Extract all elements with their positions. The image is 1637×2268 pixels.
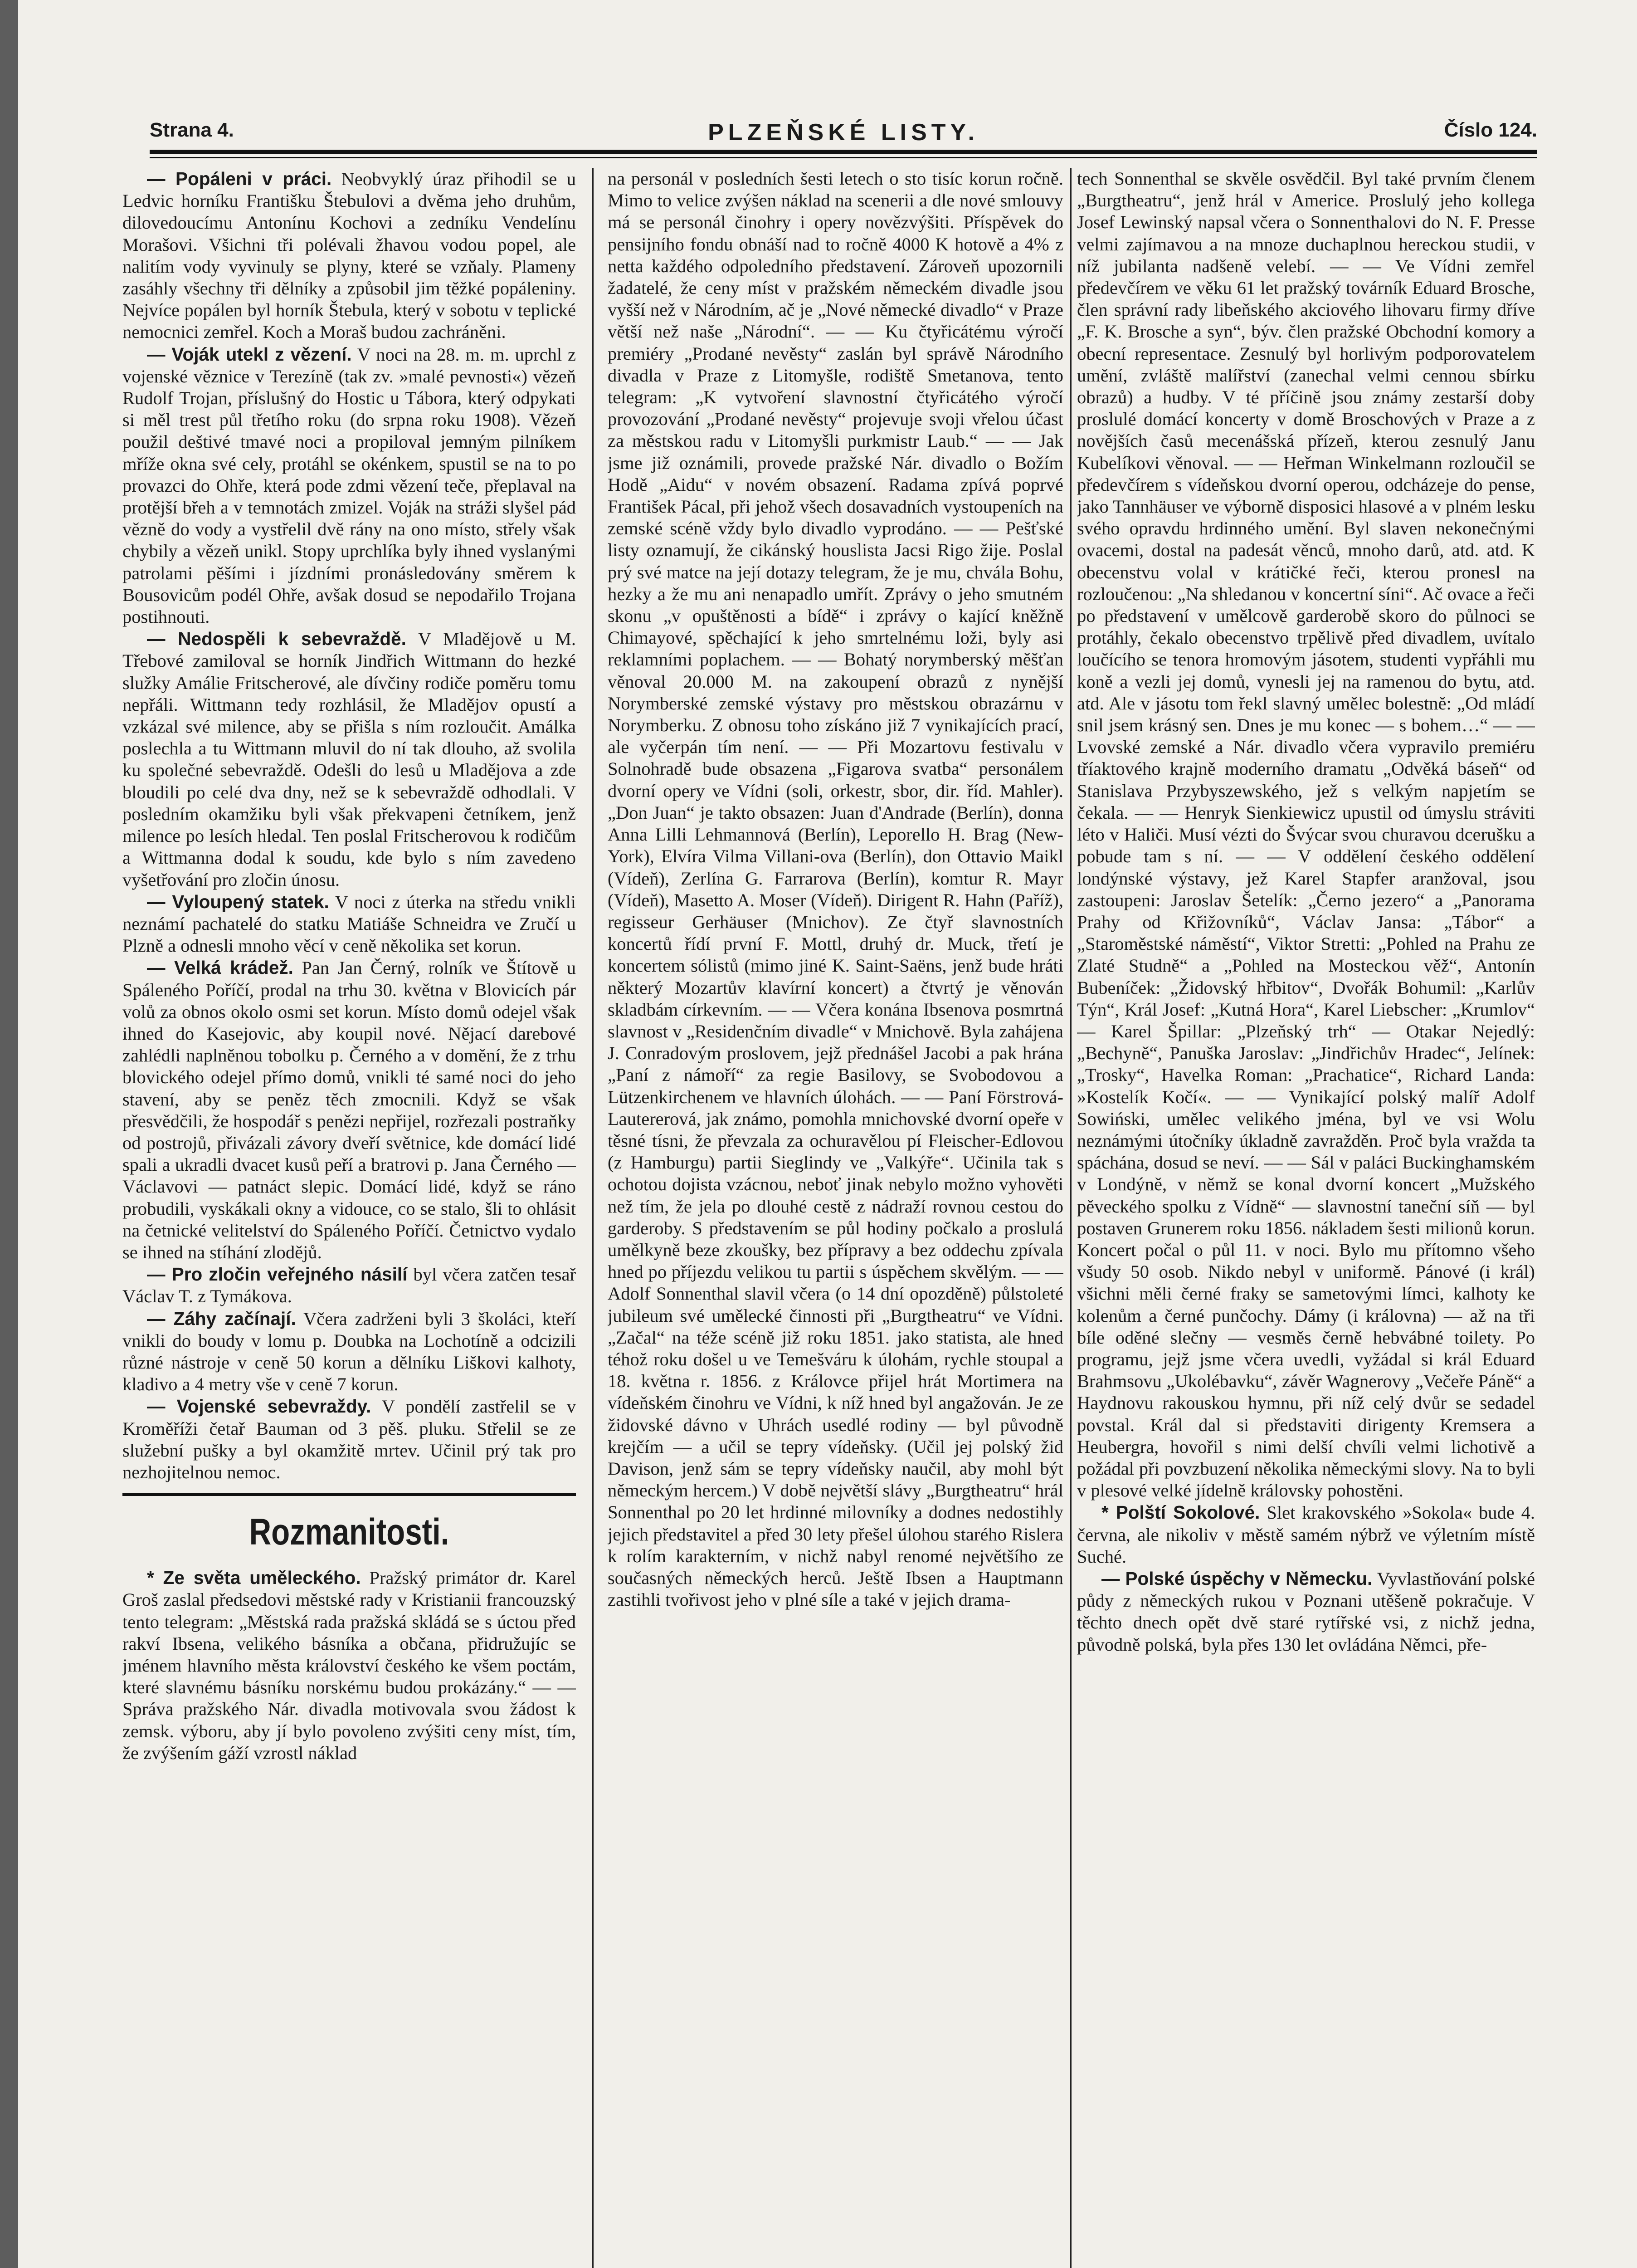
article-heading: — Voják utekl z vězení. xyxy=(147,343,352,365)
article-body: na personál v posledních šesti letech o sto tisíc korun ročně. Mimo to velice zvýšen náklad na scenerii a dle nové smlouvy má se personál činohry i opery novězvýšiti. Příspěvek do pensijního fondu obnáší nad to ročně 4000 K hotově a 4% z netta každého odpoledního představení. Zároveň upozornili žadatelé, že ceny míst v pražském německém divadle jsou vyšší než v Národním, ač je „Nové německé divadlo“ v Praze větší než naše „Národní“. — — Ku čtyřicátému výročí premiéry „Prodané nevěsty“ zaslán byl správě Národního divadla v Praze z Litomyšle, rodiště Smetanova, tento telegram: „K vytvoření slavnostní čtyřicátého výročí provozování „Prodané nevěsty“ projevuje svoji vřelou účast za městskou radu v Litomyšli purkmistr Laub.“ — — Jak jsme již oznámili, provede pražské Nár. divadlo o Božím Hodě „Aidu“ v novém obsazení. Radama zpívá poprvé František Pácal, při jehož všech dosavadních vystoupeních na zemské scéně vždy bylo divadlo vyprodáno. — — Pešťské listy oznamují, že cikánský houslista Jacsi Rigo žije. Poslal prý své matce na její dotazy telegram, že je mu, chvála Bohu, hezky a že mu ani nenapadlo umřít. Zprávy o jeho smutném skonu „v opuštěnosti a bídě“ i zprávy o kající kněžně Chimayové, spěchající k jeho smrtelnému loži, byly asi reklamními poplachem. — — Bohatý norymberský měšťan věnoval 20.000 M. na zakoupení obrazů z nynější Norymberské zemské výstavy pro městskou obrazárnu v Norymberku. Z obnosu toho získáno již 7 vynikajících prací, ale vyčerpán tím není. — — Při Mozartovu festivalu v Solnohradě bude obsazena „Figarova svatba“ personálem dvorní opery ve Vídni (soli, orkestr, sbor, dir. říd. Mahler). „Don Juan“ je takto obsazen: Juan d'Andrade (Berlín), donna Anna Lilli Lehmannová (Berlín), Leporello H. Brag (New-York), Elvíra Vilma Villani-ova (Berlín), don Ottavio Maikl (Vídeň), Zerlína G. Farrarova (Berlín), komtur R. Mayr (Vídeň), Masetto A. Moser (Vídeň). Dirigent R. Hahn (Paříž), regisseur Gerhäuser (Mnichov). Ze čtyř slavnostních koncertů řídí první F. Mottl, druhý dr. Muck, třetí je koncertem sólistů (mimo jiné K. Saint-Saëns, jenž bude hráti některý Mozartův klavírní koncert) a čtvrtý je věnován skladbám církevním. — — Včera konána Ibsenova posmrtná slavnost v „Residenčním divadle“ v Mnichově. Byla zahájena J. Conradovým proslovem, jejž přednášel Jacobi a pak hrána „Paní z námoří“ za regie Basilovy, se Svobodovou a Lützenkirchenem ve hlavních úlohách. — — Paní Förstrová-Lautererová, jak známo, pomohla mnichovské dvorní opeře v těsné tísni, že převzala za ochuravělou pí Fleischer-Edlovou (z Hamburgu) partii Sieglindy ve „Valkýře“. Učinila tak s ochotou dojista vzácnou, neboť jinak nebylo možno vyhověti než tím, že jela po dlouhé cestě z nádraží rovnou cestou do garderoby. S představením se půl hodiny počkalo a proslulá umělkyně beze zkoušky, bez přípravy a bez oddechu zpívala hned po příjezdu velikou tu partii s úspěchem skvělým. — — Adolf Sonnenthal slavil včera (o 14 dní opozděně) půlstoleté jubileum své umělecké činnosti při „Burgtheatru“ ve Vídni. „Začal“ na téže scéně již roku 1851. jako statista, ale hned téhož roku došel u ve Temešváru k úlohám, rychle stoupal a 18. května r. 1856. z Královce přijel hrát Mortimera na vídeňském činohru ve Vídni, k níž hned byl angažován. Je ze židovské dávno v Uhrách usedlé rodiny — byl původně krejčím — a učil se tepry vídeňsky. (Učil jej polský žid Davison, jenž sám se tepry vídeňsky naučil, aby mohl být německým hercem.) V době největší slávy „Burgtheatru“ hrál Sonnenthal po 20 let hrdinné milovníky a dodnes nedostihly jejich představitel a před 30 lety přešel úlohou starého Rislera k rolím karakterním, v nichž nabyl renomé největšího ze současných německých herců. Ještě Ibsen a Hauptmann zastihli tvořivost jeho v plné síle a také v jejich drama- xyxy=(608,168,1063,1610)
header-rule xyxy=(150,150,1537,154)
article xyxy=(1077,1568,1535,1656)
column-1 xyxy=(122,168,576,2268)
column-3 xyxy=(1077,168,1535,2268)
article-body: V noci z úterka na středu vnikli neznámí pachatelé do statku Matiáše Schneidra ve Zručí u Plzně a odnesli mnoho věcí v ceně několika set korun. xyxy=(122,891,576,956)
section-title: Rozmanitosti. xyxy=(249,1511,449,1553)
article-heading: — Velká krádež. xyxy=(147,957,293,978)
article xyxy=(122,891,576,957)
article-heading: — Nedospěli k sebevraždě. xyxy=(147,628,406,650)
article-body: tech Sonnenthal se skvěle osvědčil. Byl také prvním členem „Burgtheatru“, jenž hrál v Americe. Proslulý jeho kollega Josef Lewinský napsal včera o Sonnenthalovi do N. F. Presse velmi zajímavou a na mnoze duchaplnou hereckou studii, v níž jubilanta nadšeně velebí. — — Ve Vídni zemřel předevčírem ve věku 61 let pražský továrník Eduard Brosche, člen správní rady libeňského akciového lihovaru firmy dříve „F. K. Brosche a syn“, býv. člen pražské Obchodní komory a obecní representace. Zesnulý byl horlivým podporovatelem umění, zvláště malířství (zanechal velmi cennou sbírku obrazů) a hudby. V té příčině jsou známy zestarší doby proslulé domácí koncerty v domě Broschových v Praze a z novějších časů mecenášská přízeň, kterou zesnulý Janu Kubelíkovi věnoval. — — Heřman Winkelmann rozloučil se předevčírem s vídeňskou dvorní operou, odcházeje do pense, jako Tannhäuser ve výborně disposici hlasové a v plném lesku svého opravdu hrdinného umění. Byl slaven nekonečnými ovacemi, dostal na padesát věnců, mnoho darů, atd. atd. K obecenstvu volal v krátičké řeči, kterou pronesl na rozloučenou: „Na shledanou v koncertní síni“. Ač ovace a řeči po představení v umělcově garderobě skoro do půlnoci se protáhly, čekalo obecenstvo trpělivě před divadlem, uvítalo loučícího se tenora hromovým jásotem, studenti vypřáhli mu koně a vezli jej domů, vynesli jej na ramenou do bytu, atd. atd. Ale v jásotu tom řekl slavný umělec bolestně: „Od mládí snil jsem krásný sen. Dnes je mu konec — s bohem…“ — — Lvovské zemské a Nár. divadlo včera vypravilo premiéru tříaktového krajně moderního dramatu „Odvěká báseň“ od Stanislava Przybyszewského, jež s velkým napjetím se čekala. — — Henryk Sienkiewicz upustil od úmyslu stráviti léto v Haliči. Musí vézti do Švýcar svou churavou dcerušku a pobude tam s ní. — — V oddělení českého oddělení londýnské výstavy, jež Karel Stapfer aranžoval, jsou zastoupeni: Jaroslav Šetelík: „Černo jezero“ a „Panorama Prahy od Křižovníků“, Václav Jansa: „Tábor“ a „Staroměstské náměstí“, Viktor Stretti: „Pohled na Prahu ze Zlaté Studně“ a „Pohled na Mosteckou věž“, Antonín Bubeníček: „Židovský hřbitov“, Dvořák Bohumil: „Karlův Týn“, Král Josef: „Kutná Hora“, Karel Liebscher: „Krumlov“ — Karel Špillar: „Plzeňský trh“ — Otakar Nejedlý: „Bechyně“, Panuška Jaroslav: „Jindřichův Hradec“, Jelínek: „Trosky“, Havelka Roman: „Prachatice“, Richard Landa: »Kostelík Kočí«. — — Vynikající polský malíř Adolf Sowiński, umělec velikého jména, byl ve vsi Wolu neznámými útočníky úkladně zavražděn. Proč byla vražda ta spáchána, dosud se neví. — — Sál v paláci Buckinghamském v Londýně, v němž se konal dvorní koncert „Mužského pěveckého spolku z Vídně“ — slavnostní taneční síň — byl postaven Grunerem roku 1856. nákladem šesti milionů korun. Koncert počal o půl 11. v noci. Bylo mu přítomno všeho všudy 50 osob. Nikdo nebyl v uniformě. Pánové (i král) všichni měli černé fraky se sametovými límci, kalhoty ke kolenům a černé punčochy. Dámy (i královna) — až na tři bíle oděné slečny — vesměs černě hebvábné toilety. Po programu, jejž jsme včera uvedli, vyžádal si král Eduard Brahmsovu „Ukolébavku“, závěr Wagnerovy „Večeře Páně“ a Haydnovu rakouskou hymnu, při níž celý dvůr se sedadel povstal. Král dal si představiti dirigenty Kremsera a Heubergra, hovořil s nimi delší chvíli velmi lichotivě a požádal při povzbuzení několika německými slovy. Na to byli v plesové velké jídelně královsky pohostěni. xyxy=(1077,168,1535,1501)
article-heading: — Polské úspěchy v Německu. xyxy=(1101,1568,1373,1589)
column-divider xyxy=(592,168,594,2268)
article xyxy=(122,1395,576,1483)
issue-number: Číslo 124. xyxy=(1444,119,1537,141)
article-body: byl včera zatčen tesař Václav T. z Tymákova. xyxy=(122,1264,576,1307)
article-body: Neobvyklý úraz přihodil se u Ledvic horníku Františku Štebulovi a dvěma jeho druhům, dilovedoucímu Antonínu Kochovi a zedníku Vendelínu Morašovi. Všichni tři polévali žhavou vodou popel, ale nalitím vody vyvinuly se plyny, které se vzňaly. Plameny zasáhly všechny tři dělníky a způsobil jim těžké popáleniny. Nejvíce popálen byl horník Štebula, který v sobotu v teplické nemocnici zemřel. Koch a Moraš budou zachráněni. xyxy=(122,169,576,342)
article-body: Pan Jan Černý, rolník ve Štítově u Spáleného Poříčí, prodal na trhu 30. května v Blovicích pár volů za obnos okolo osmi set korun. Místo domů odejel však ihned do Kasejovic, aby koupil nové. Nějací darebové zahlédli naplněnou tobolku p. Černého a v domění, že z trhu blovického odejel přímo domů, vnikli té samé noci do jeho stavení, aby se peněz těch zmocnili. Když se však přesvědčili, že hospodář s penězi nepřijel, rozřezali postraňky od postrojů, přivázali závory dveří světnice, kde domácí lidé spali a ukradli dvacet kusů peří a bratrovi p. Jana Černého — Václavovi — patnáct slepic. Domácí lidé, když se ráno probudili, vyskákali okny a vidouce, co se stalo, šli to ohlásit na četnické velitelství do Spáleného Poříčí. Četnictvo vydalo se ihned na stíhání zlodějů. xyxy=(122,958,576,1262)
article xyxy=(122,1567,576,1764)
article-heading: — Záhy začínají. xyxy=(147,1308,296,1329)
article xyxy=(122,168,576,343)
page-header xyxy=(150,119,1537,151)
article-body: Vyvlastňování polské půdy z německých rukou v Poznani utěšeně pokračuje. V těchto dnech opět dvě staré rytířské vsi, z nichž jedna, původně polská, byla přes 130 let ovládána Němci, pře- xyxy=(1077,1569,1535,1655)
article xyxy=(122,1308,576,1396)
article-heading: — Vyloupený statek. xyxy=(147,891,329,912)
article-heading: * Polští Sokolové. xyxy=(1101,1502,1260,1523)
masthead-title: PLZEŇSKÉ LISTY. xyxy=(708,119,979,146)
article-heading: — Pro zločin veřejného násilí xyxy=(147,1264,408,1285)
article-body: V noci na 28. m. m. uprchl z vojenské věznice v Terezíně (tak zv. »malé pevnosti«) vězeň Rudolf Trojan, příslušný do Hostic u Tábora, který odpykati si měl trest půl třetího roku (do srpna roku 1908). Vězeň použil deštivé tmavé noci a propiloval jemným pilníkem mříže okna své cely, protáhl se okénkem, spustil se na to po provazci do Ohře, která pode zdmi vězení teče, přeplaval na protější břeh a v temnotách zmizel. Voják na stráži slyšel pád vězně do vody a vystřelil dvě rány na ono místo, střely však chybily a vězeň unikl. Stopy uprchlíka byly ihned vyslanými patrolami pěšími i jízdními pronásledovány směrem k Bousovicům podél Ohře, avšak dosud se nepodařilo Trojana postihnouti. xyxy=(122,344,576,627)
article-body: Pražský primátor dr. Karel Groš zaslal předsedovi městské rady v Kristianii francouzský tento telegram: „Městská rada pražská skládá se s úctou před rakví Ibsena, velikého básníka a občana, přidružujíc se jménem hlavního města království českého ke všem poctám, které slavnému básníku norskému budou prokázány.“ — — Správa pražského Nár. divadla motivovala svou žádost k zemsk. výboru, aby jí bylo povoleno zvýšiti ceny míst, tím, že zvýšením gáží vzrostl náklad xyxy=(122,1568,576,1763)
article-body: V Mladějově u M. Třebové zamiloval se horník Jindřich Wittmann do hezké služky Amálie Fritscherové, ale dívčiny rodiče poměru tomu nepřáli. Wittmann tedy rozhlásil, že Mladějov opustí a vzkázal své milence, aby se přišla s ním rozloučit. Amálka poslechla a tu Wittmann mluvil do ní tak dlouho, až svolila ku společné sebevraždě. Odešli do lesů u Mladějova a zde bloudili po celé dva dny, než se k sebevraždě odhodlali. V posledním okamžiku byli však překvapeni četníkem, jenž milence po lesích hledal. Ten poslal Fritscherovou k rodičům a Wittmanna dodal k soudu, kde bylo s ním zavedeno vyšetřování pro zločin únosu. xyxy=(122,629,576,890)
header-rule-thin xyxy=(150,157,1537,158)
article xyxy=(1077,1501,1535,1568)
column-divider xyxy=(1070,168,1072,2268)
article-continuation xyxy=(1077,168,1535,1501)
article-heading: — Vojenské sebevraždy. xyxy=(147,1396,371,1417)
article xyxy=(122,628,576,890)
article xyxy=(122,343,576,628)
page-number: Strana 4. xyxy=(150,119,234,141)
article xyxy=(122,957,576,1263)
scan-edge xyxy=(0,0,18,2268)
article-body: Včera zadrženi byli 3 školáci, kteří vnikli do boudy v lomu p. Doubka na Lochotíně a odcizili různé nástroje v ceně 50 korun a dělníku Liškovi kalhoty, kladivo a 4 metry vše v ceně 7 korun. xyxy=(122,1308,576,1395)
section-rule xyxy=(122,1493,576,1496)
article xyxy=(122,1263,576,1307)
article-heading: * Ze světa uměleckého. xyxy=(147,1567,361,1589)
column-2 xyxy=(608,168,1063,2268)
article-continuation xyxy=(608,168,1063,1611)
article-heading: — Popáleni v práci. xyxy=(147,168,332,189)
article-body: V pondělí zastřelil se v Kroměříži četař Bauman od 3 pěš. pluku. Střelil se ze služební pušky a byl okamžitě mrtev. Učinil prý tak pro nezhojitelnou nemoc. xyxy=(122,1396,576,1482)
article-body: Slet krakovského »Sokola« bude 4. června, ale nikoliv v městě samém nýbrž ve výletním místě Suché. xyxy=(1077,1502,1535,1567)
